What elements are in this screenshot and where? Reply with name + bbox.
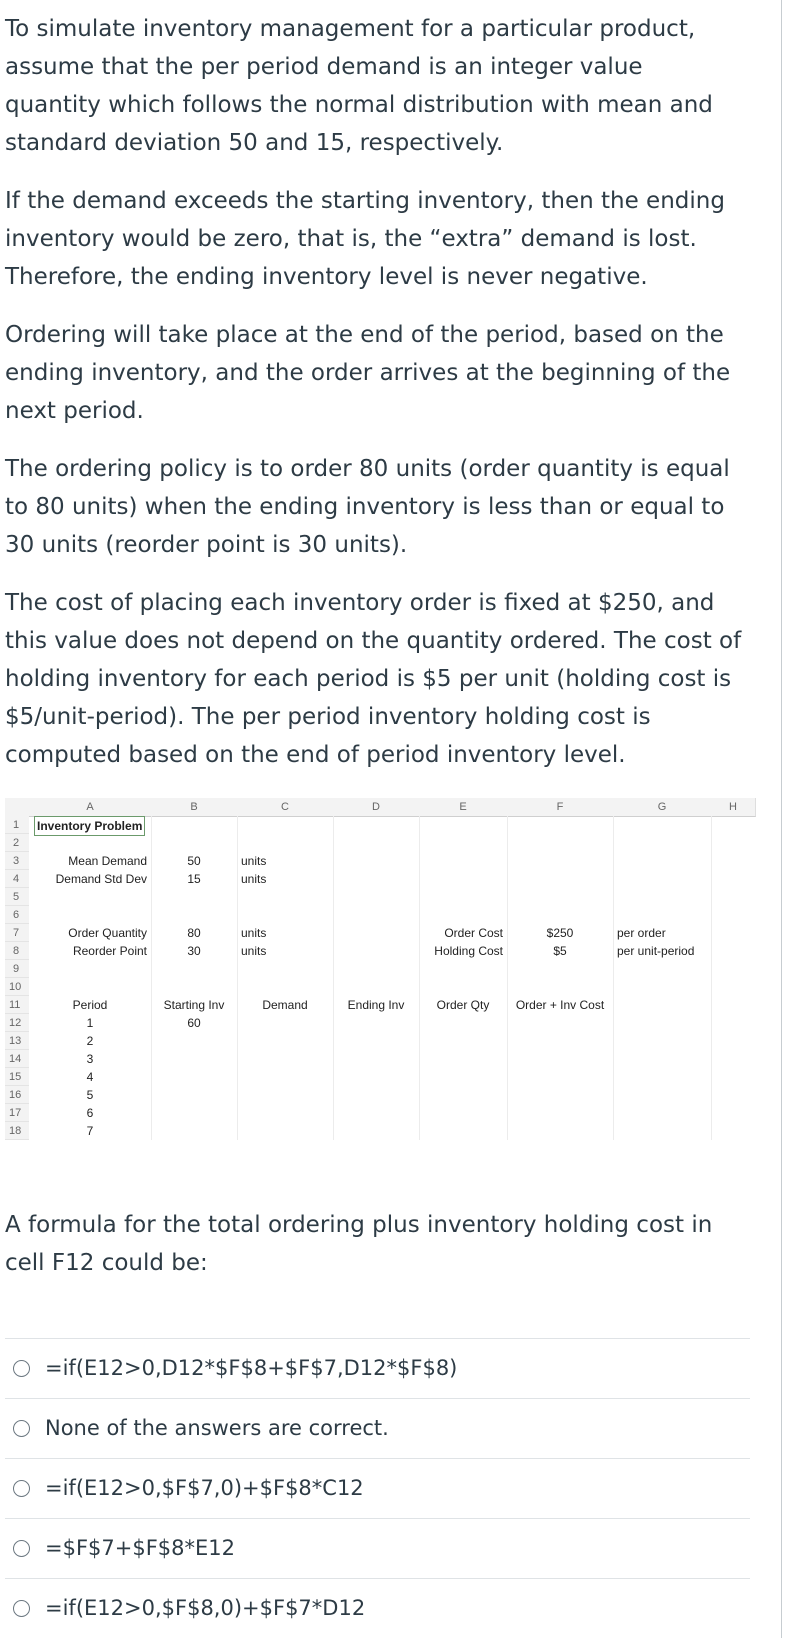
cell-c8: units <box>241 944 267 958</box>
cell-c3: units <box>241 854 267 868</box>
cell-a3: Mean Demand <box>68 854 147 868</box>
answer-option[interactable] <box>5 1338 750 1399</box>
cell-g8: per unit-period <box>617 944 695 958</box>
row-header: 3 <box>5 852 29 870</box>
radio-button[interactable] <box>13 1600 30 1617</box>
column-header-g: G <box>613 798 712 817</box>
column-header-f: F <box>507 798 614 817</box>
answer-option[interactable] <box>5 1578 750 1639</box>
answer-label: None of the answers are correct. <box>45 1416 389 1440</box>
cell-e11-header: Order Qty <box>436 998 490 1012</box>
row-header: 17 <box>5 1104 29 1122</box>
answer-option[interactable] <box>5 1518 750 1579</box>
page-right-border <box>781 0 782 1638</box>
column-header-d: D <box>333 798 420 817</box>
row-header: 13 <box>5 1032 29 1050</box>
cell-f11-header: Order + Inv Cost <box>515 998 605 1012</box>
spreadsheet-image <box>5 798 755 1148</box>
row-header: 10 <box>5 978 29 996</box>
column-header-e: E <box>419 798 508 817</box>
row-header: 15 <box>5 1068 29 1086</box>
cell-f7: $250 <box>546 926 574 940</box>
cell-a11-header: Period <box>72 998 108 1012</box>
row-header: 11 <box>5 996 29 1014</box>
corner-cell <box>5 798 30 817</box>
radio-button[interactable] <box>13 1360 30 1377</box>
row-header: 1 <box>5 816 29 834</box>
column-header-a: A <box>29 798 152 817</box>
cell-a4: Demand Std Dev <box>55 872 147 886</box>
cell-d11-header: Ending Inv <box>347 998 405 1012</box>
grid-line <box>333 816 334 1140</box>
cell-b12: 60 <box>187 1016 201 1030</box>
cell-period: 5 <box>86 1088 94 1102</box>
answer-option[interactable] <box>5 1458 750 1519</box>
column-header-h: H <box>711 798 756 817</box>
cell-b11-header: Starting Inv <box>163 998 225 1012</box>
row-header: 14 <box>5 1050 29 1068</box>
cell-b8: 30 <box>187 944 201 958</box>
cell-b7: 80 <box>187 926 201 940</box>
answer-option[interactable] <box>5 1398 750 1459</box>
row-header: 7 <box>5 924 29 942</box>
paragraph-costs: The cost of placing each inventory order is fixed at $250, and this value does not depend on the quantity ordered. The cost of holding inventory for each period is $5 per unit (holding cost is $5/unit-period). The per period inventory holding cost is computed based on the end of period inventory level. <box>5 590 742 768</box>
answer-label: =if(E12>0,D12*$F$8+$F$7,D12*$F$8) <box>45 1356 458 1380</box>
row-header: 5 <box>5 888 29 906</box>
row-header: 6 <box>5 906 29 924</box>
cell-c11-header: Demand <box>262 998 308 1012</box>
radio-button[interactable] <box>13 1420 30 1437</box>
paragraph-lost-demand: If the demand exceeds the starting inventory, then the ending inventory would be zero, that is, the “extra” demand is lost. Therefore, the ending inventory level is never negative. <box>5 188 725 290</box>
cell-b4: 15 <box>187 872 201 886</box>
row-header: 16 <box>5 1086 29 1104</box>
question-text: A formula for the total ordering plus inventory holding cost in cell F12 could be: <box>5 1212 713 1276</box>
grid-line <box>711 816 712 1140</box>
paragraph-demand: To simulate inventory management for a particular product, assume that the per period demand is an integer value quantity which follows the normal distribution with mean and standard deviation 50 and 15, respectively. <box>5 16 713 156</box>
grid-line <box>237 816 238 1140</box>
radio-button[interactable] <box>13 1540 30 1557</box>
row-header: 12 <box>5 1014 29 1032</box>
grid-line <box>613 816 614 1140</box>
row-header: 18 <box>5 1122 29 1140</box>
column-header-c: C <box>237 798 334 817</box>
cell-e8: Holding Cost <box>434 944 503 958</box>
cell-e7: Order Cost <box>444 926 503 940</box>
cell-period: 2 <box>86 1034 94 1048</box>
grid-line <box>507 816 508 1140</box>
cell-c4: units <box>241 872 267 886</box>
paragraph-ordering-policy: The ordering policy is to order 80 units (order quantity is equal to 80 units) when the ending inventory is less than or equal to 30 units (reorder point is 30 units). <box>5 456 730 558</box>
cell-a1-title: Inventory Problem <box>34 816 145 836</box>
answer-label: =if(E12>0,$F$8,0)+$F$7*D12 <box>45 1596 366 1620</box>
row-header: 4 <box>5 870 29 888</box>
cell-period: 1 <box>86 1016 94 1030</box>
column-header-b: B <box>151 798 238 817</box>
row-header: 8 <box>5 942 29 960</box>
cell-g7: per order <box>617 926 666 940</box>
cell-period: 7 <box>86 1124 94 1138</box>
cell-period: 4 <box>86 1070 94 1084</box>
row-header: 9 <box>5 960 29 978</box>
cell-a7: Order Quantity <box>68 926 147 940</box>
row-header: 2 <box>5 834 29 852</box>
cell-a8: Reorder Point <box>72 944 147 958</box>
radio-button[interactable] <box>13 1480 30 1497</box>
paragraph-ordering-timing: Ordering will take place at the end of the period, based on the ending inventory, and the order arrives at the beginning of the next period. <box>5 322 731 424</box>
cell-b3: 50 <box>187 854 201 868</box>
answer-label: =if(E12>0,$F$7,0)+$F$8*C12 <box>45 1476 364 1500</box>
cell-c7: units <box>241 926 267 940</box>
cell-period: 6 <box>86 1106 94 1120</box>
cell-period: 3 <box>86 1052 94 1066</box>
cell-f8: $5 <box>553 944 567 958</box>
grid-line <box>419 816 420 1140</box>
answer-label: =$F$7+$F$8*E12 <box>45 1536 236 1560</box>
